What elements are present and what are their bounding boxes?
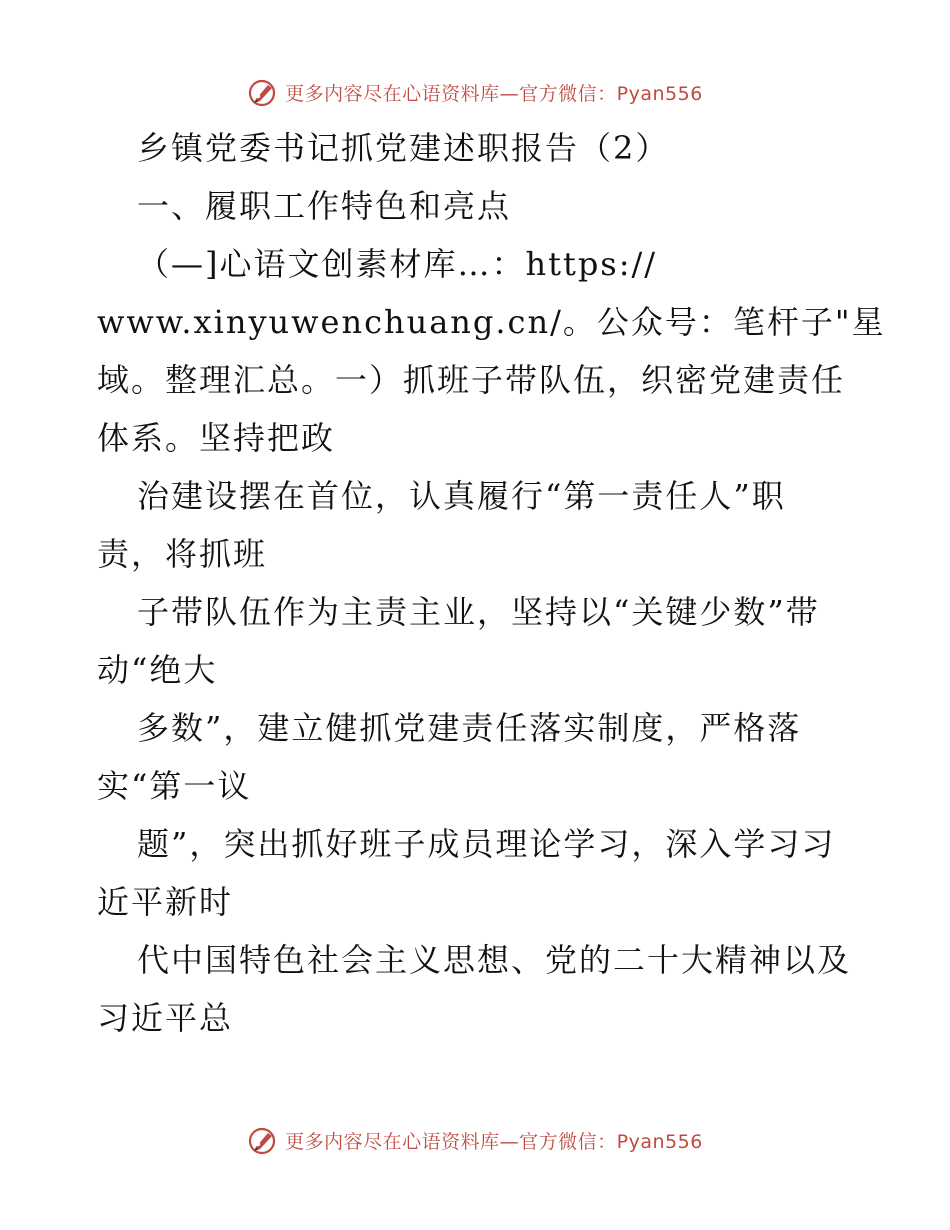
paragraph-line: 题”，突出抓好班子成员理论学习，深入学习习 <box>137 825 836 863</box>
paragraph-line: 治建设摆在首位，认真履行“第一责任人”职 <box>137 477 786 515</box>
pen-logo-icon <box>247 76 279 108</box>
pen-logo-icon <box>247 1124 279 1156</box>
paragraph-line: 实“第一议 <box>97 767 252 805</box>
paragraph-line: 责，将抓班 <box>97 535 268 573</box>
footer-watermark-text: 更多内容尽在心语资料库—官方微信：Pyan556 <box>285 1130 703 1153</box>
paragraph-line: （—]心语文创素材库…：https:// <box>137 245 658 283</box>
paragraph-line: 域。整理汇总。一）抓班子带队伍，织密党建责任 <box>97 361 846 399</box>
paragraph-line: www.xinyuwenchuang.cn/。公众号：笔杆子"星 <box>97 303 886 341</box>
paragraph-line: 习近平总 <box>97 999 234 1037</box>
section-heading: 一、履职工作特色和亮点 <box>137 187 512 225</box>
header-watermark-text: 更多内容尽在心语资料库—官方微信：Pyan556 <box>285 82 703 105</box>
paragraph-line: 多数”，建立健抓党建责任落实制度，严格落 <box>137 709 802 747</box>
footer-watermark-banner <box>0 1120 950 1160</box>
paragraph-line: 代中国特色社会主义思想、党的二十大精神以及 <box>137 941 852 979</box>
paragraph-line: 动“绝大 <box>97 651 218 689</box>
document-title: 乡镇党委书记抓党建述职报告（2） <box>137 129 670 167</box>
paragraph-line: 近平新时 <box>97 883 234 921</box>
paragraph-line: 子带队伍作为主责主业，坚持以“关键少数”带 <box>137 593 820 631</box>
paragraph-line: 体系。坚持把政 <box>97 419 336 457</box>
header-watermark-banner <box>0 72 950 112</box>
